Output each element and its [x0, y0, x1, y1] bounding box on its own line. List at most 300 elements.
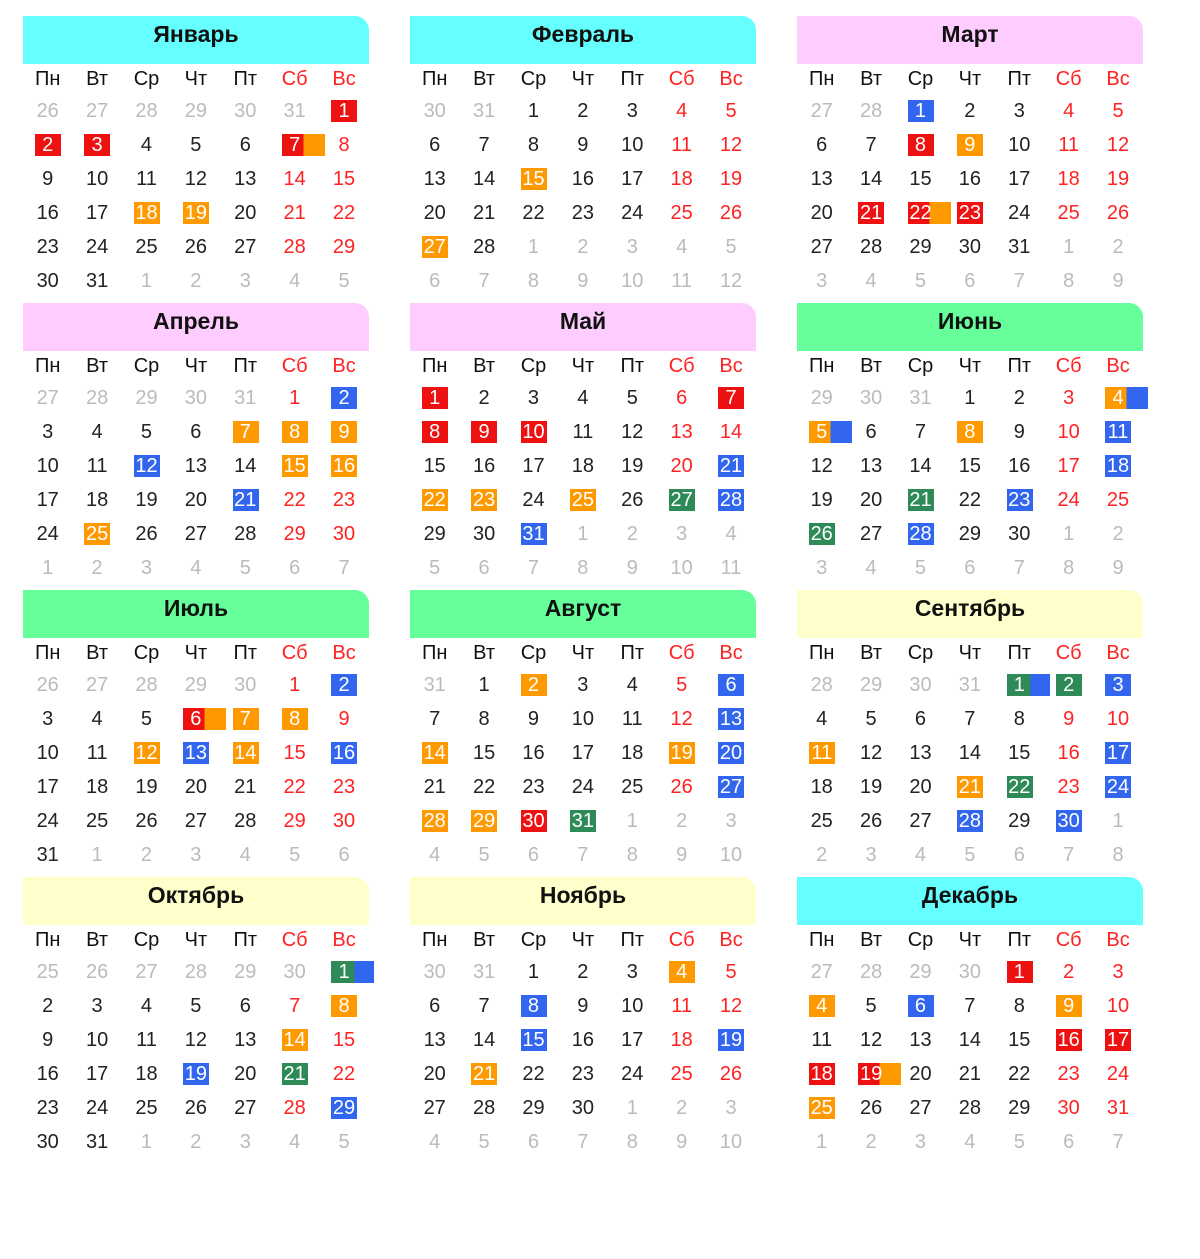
adjacent-month-day — [319, 838, 368, 872]
week-row — [797, 381, 1143, 415]
adjacent-month-day — [171, 94, 220, 128]
day-number: 20 — [909, 1063, 932, 1085]
day-number: 29 — [909, 236, 932, 258]
week-row — [797, 415, 1143, 449]
day-cell — [319, 702, 368, 736]
weekday-label: Вт — [86, 929, 108, 951]
day-number: 26 — [1106, 202, 1130, 224]
adjacent-month-day — [846, 955, 895, 989]
day-cell — [270, 196, 319, 230]
weekday-label: Пт — [1007, 929, 1032, 951]
weekday-label: Вт — [860, 355, 882, 377]
day-number: 22 — [332, 202, 356, 224]
day-number: 9 — [676, 1131, 688, 1153]
day-cell — [797, 804, 846, 838]
day-cell-marked — [1093, 1023, 1142, 1057]
day-number: 25 — [810, 1097, 833, 1119]
day-number: 19 — [1106, 168, 1130, 190]
day-number: 14 — [909, 455, 932, 477]
day-cell — [558, 162, 607, 196]
weekday-label: Пн — [34, 929, 61, 951]
day-cell — [558, 989, 607, 1023]
day-number: 17 — [85, 1063, 109, 1085]
day-number: 14 — [472, 1029, 496, 1051]
week-row — [23, 483, 369, 517]
month-12 — [797, 877, 1143, 1167]
adjacent-month-day — [608, 1091, 657, 1125]
day-number: 9 — [577, 270, 589, 292]
day-number: 26 — [859, 1097, 883, 1119]
day-cell-marked — [706, 449, 755, 483]
day-cell — [945, 517, 994, 551]
day-number: 29 — [184, 100, 207, 122]
day-number: 2 — [478, 387, 490, 409]
day-number: 27 — [85, 100, 109, 122]
day-cell — [797, 196, 846, 230]
adjacent-month-day — [797, 94, 846, 128]
day-number: 3 — [190, 844, 202, 866]
day-number: 7 — [964, 995, 976, 1017]
week-row — [797, 989, 1143, 1023]
day-number: 17 — [1106, 1029, 1130, 1051]
day-number: 17 — [85, 202, 109, 224]
day-number: 23 — [1008, 489, 1031, 511]
day-cell — [270, 736, 319, 770]
weekday-label: Вт — [473, 68, 495, 90]
adjacent-month-day — [797, 668, 846, 702]
day-number: 5 — [1013, 1131, 1025, 1153]
day-cell-marked — [896, 94, 945, 128]
day-number: 6 — [964, 557, 976, 579]
day-number: 20 — [909, 776, 932, 798]
week-row — [410, 1023, 756, 1057]
day-number: 27 — [909, 1097, 932, 1119]
day-cell — [221, 230, 270, 264]
day-number: 28 — [958, 810, 981, 832]
day-cell — [459, 668, 508, 702]
day-number: 24 — [522, 489, 545, 511]
week-row — [23, 94, 369, 128]
day-number: 6 — [725, 674, 737, 696]
adjacent-month-day — [608, 1125, 657, 1159]
day-cell-marked — [706, 381, 755, 415]
day-number: 4 — [725, 523, 737, 545]
day-cell — [995, 702, 1044, 736]
day-cell — [1093, 1091, 1142, 1125]
day-number: 22 — [283, 776, 306, 798]
adjacent-month-day — [319, 264, 368, 298]
day-number: 16 — [571, 168, 594, 190]
day-number: 2 — [140, 844, 153, 866]
adjacent-month-day — [558, 1125, 607, 1159]
day-cell — [608, 702, 657, 736]
day-number: 3 — [1112, 961, 1124, 983]
day-cell — [122, 162, 171, 196]
day-number: 16 — [332, 455, 356, 477]
day-cell — [23, 770, 72, 804]
day-cell — [1093, 483, 1142, 517]
day-number: 11 — [720, 557, 742, 579]
day-number: 9 — [42, 1029, 54, 1051]
day-cell — [122, 1091, 171, 1125]
day-cell — [270, 483, 319, 517]
day-number: 5 — [140, 708, 153, 730]
day-number: 12 — [859, 1029, 883, 1051]
day-number: 9 — [42, 168, 54, 190]
day-number: 3 — [239, 1131, 251, 1153]
day-number: 7 — [239, 421, 251, 443]
day-number: 4 — [91, 421, 103, 443]
day-cell — [846, 128, 895, 162]
adjacent-month-day — [122, 838, 171, 872]
day-number: 5 — [429, 557, 441, 579]
adjacent-month-day — [410, 94, 459, 128]
day-number: 1 — [1112, 810, 1124, 832]
adjacent-month-day — [72, 668, 121, 702]
day-number: 22 — [522, 1063, 545, 1085]
weekday-header — [797, 351, 1143, 381]
adjacent-month-day — [945, 551, 994, 585]
day-cell-marked — [221, 483, 270, 517]
day-number: 31 — [909, 387, 932, 409]
day-cell — [459, 770, 508, 804]
day-number: 29 — [1008, 810, 1031, 832]
month-title: Июль — [23, 590, 369, 638]
week-row — [797, 264, 1143, 298]
day-number: 26 — [36, 674, 59, 696]
adjacent-month-day — [706, 230, 755, 264]
day-cell — [896, 1057, 945, 1091]
month-7 — [23, 590, 369, 880]
day-cell-marked — [459, 1057, 508, 1091]
adjacent-month-day — [657, 230, 706, 264]
month-grid — [410, 638, 756, 872]
day-cell-marked — [221, 702, 270, 736]
day-number: 25 — [36, 961, 59, 983]
day-cell-marked — [1093, 668, 1142, 702]
day-number: 1 — [1013, 961, 1025, 983]
day-cell — [896, 415, 945, 449]
day-number: 11 — [811, 742, 833, 764]
day-cell-marked — [945, 804, 994, 838]
weekday-label: Ср — [520, 355, 547, 377]
day-number: 31 — [85, 1131, 109, 1153]
day-number: 4 — [626, 674, 638, 696]
day-number: 15 — [332, 168, 356, 190]
adjacent-month-day — [122, 955, 171, 989]
day-number: 29 — [859, 674, 883, 696]
day-number: 9 — [478, 421, 490, 443]
day-number: 9 — [577, 134, 589, 156]
day-number: 2 — [577, 100, 589, 122]
weekday-label: Пт — [1007, 642, 1032, 664]
adjacent-month-day — [797, 264, 846, 298]
adjacent-month-day — [171, 381, 220, 415]
day-cell — [1093, 94, 1142, 128]
day-number: 22 — [909, 202, 932, 224]
weekday-label: Вт — [860, 642, 882, 664]
adjacent-month-day — [1044, 1125, 1093, 1159]
day-cell — [797, 449, 846, 483]
day-number: 19 — [670, 742, 693, 764]
day-number: 8 — [527, 270, 540, 292]
day-number: 12 — [670, 708, 693, 730]
day-cell — [23, 415, 72, 449]
day-number: 20 — [234, 202, 257, 224]
day-number: 5 — [190, 134, 202, 156]
day-number: 9 — [338, 708, 350, 730]
day-cell — [706, 415, 755, 449]
adjacent-month-day — [171, 838, 220, 872]
day-number: 2 — [527, 674, 540, 696]
day-number: 8 — [527, 995, 540, 1017]
day-number: 27 — [234, 236, 257, 258]
day-number: 2 — [1013, 387, 1025, 409]
day-number: 24 — [85, 236, 109, 258]
day-number: 20 — [234, 1063, 257, 1085]
day-number: 15 — [958, 455, 981, 477]
day-cell-marked — [797, 1057, 846, 1091]
weekday-label: Сб — [281, 929, 308, 951]
day-number: 4 — [190, 557, 202, 579]
day-cell — [509, 483, 558, 517]
day-number: 4 — [1063, 100, 1075, 122]
day-cell-marked — [1093, 381, 1142, 415]
day-number: 7 — [1013, 557, 1025, 579]
adjacent-month-day — [509, 230, 558, 264]
day-cell — [72, 162, 121, 196]
day-number: 12 — [1106, 134, 1130, 156]
weekday-label: Вт — [86, 642, 108, 664]
day-number: 23 — [1057, 776, 1080, 798]
day-cell-marked — [270, 449, 319, 483]
weekday-header — [797, 638, 1143, 668]
adjacent-month-day — [657, 517, 706, 551]
day-cell — [1044, 1057, 1093, 1091]
day-number: 4 — [816, 995, 828, 1017]
day-cell — [995, 128, 1044, 162]
weekday-label: Ср — [133, 929, 160, 951]
day-number: 30 — [283, 961, 306, 983]
day-cell-marked — [270, 128, 319, 162]
week-row — [797, 955, 1143, 989]
week-row — [410, 483, 756, 517]
week-row — [797, 804, 1143, 838]
day-number: 23 — [36, 236, 59, 258]
day-cell-marked — [319, 955, 368, 989]
day-number: 14 — [958, 742, 981, 764]
weekday-header — [23, 351, 369, 381]
day-number: 16 — [472, 455, 496, 477]
weekday-label: Вс — [719, 642, 743, 664]
day-number: 7 — [429, 708, 441, 730]
day-number: 24 — [621, 202, 644, 224]
day-cell — [995, 449, 1044, 483]
day-number: 27 — [909, 810, 932, 832]
day-cell — [23, 483, 72, 517]
day-cell — [1044, 1091, 1093, 1125]
day-cell — [171, 770, 220, 804]
day-cell-marked — [319, 381, 368, 415]
day-number: 23 — [36, 1097, 59, 1119]
adjacent-month-day — [558, 551, 607, 585]
day-cell-marked — [72, 128, 121, 162]
day-number: 28 — [859, 236, 883, 258]
day-cell — [270, 162, 319, 196]
day-cell — [558, 770, 607, 804]
day-number: 23 — [571, 202, 594, 224]
adjacent-month-day — [171, 264, 220, 298]
adjacent-month-day — [122, 1125, 171, 1159]
day-number: 31 — [472, 100, 496, 122]
day-number: 18 — [810, 1063, 833, 1085]
day-cell — [995, 804, 1044, 838]
day-number: 9 — [577, 995, 589, 1017]
day-cell — [846, 770, 895, 804]
adjacent-month-day — [558, 517, 607, 551]
day-number: 11 — [671, 134, 693, 156]
day-number: 29 — [423, 523, 446, 545]
day-number: 15 — [472, 742, 496, 764]
day-number: 10 — [621, 134, 644, 156]
week-row — [23, 770, 369, 804]
day-cell — [459, 702, 508, 736]
adjacent-month-day — [509, 1125, 558, 1159]
day-cell-marked — [797, 736, 846, 770]
adjacent-month-day — [896, 955, 945, 989]
day-cell — [1044, 162, 1093, 196]
day-number: 7 — [1013, 270, 1025, 292]
day-number: 12 — [621, 421, 644, 443]
day-cell-marked — [270, 1057, 319, 1091]
day-number: 23 — [472, 489, 496, 511]
day-cell — [72, 1125, 121, 1159]
weekday-label: Чт — [184, 355, 208, 377]
weekday-label: Пт — [620, 929, 645, 951]
day-cell — [797, 1023, 846, 1057]
day-cell — [846, 1023, 895, 1057]
day-number: 21 — [859, 202, 883, 224]
day-cell — [846, 1091, 895, 1125]
month-grid — [410, 64, 756, 298]
day-number: 26 — [670, 776, 693, 798]
day-number: 27 — [135, 961, 158, 983]
day-cell-marked — [319, 415, 368, 449]
day-cell-marked — [122, 449, 171, 483]
day-cell — [410, 196, 459, 230]
day-cell — [1093, 989, 1142, 1023]
day-number: 30 — [1008, 523, 1031, 545]
adjacent-month-day — [608, 551, 657, 585]
day-cell — [1044, 94, 1093, 128]
day-cell — [72, 196, 121, 230]
day-number: 21 — [958, 1063, 981, 1085]
day-number: 4 — [91, 708, 103, 730]
day-number: 7 — [478, 995, 490, 1017]
adjacent-month-day — [509, 551, 558, 585]
weekday-header — [797, 64, 1143, 94]
day-number: 5 — [725, 961, 737, 983]
day-number: 27 — [184, 810, 207, 832]
day-number: 10 — [36, 455, 59, 477]
day-number: 30 — [522, 810, 545, 832]
weekday-label: Пт — [233, 929, 258, 951]
day-cell — [846, 702, 895, 736]
day-number: 29 — [522, 1097, 545, 1119]
day-number: 24 — [36, 810, 59, 832]
week-row — [410, 1125, 756, 1159]
day-cell — [23, 196, 72, 230]
day-number: 5 — [1112, 100, 1124, 122]
day-cell — [270, 381, 319, 415]
day-cell — [221, 162, 270, 196]
day-cell — [797, 162, 846, 196]
adjacent-month-day — [1044, 264, 1093, 298]
weekday-label: Пт — [233, 355, 258, 377]
day-cell — [797, 483, 846, 517]
day-number: 25 — [670, 202, 693, 224]
adjacent-month-day — [23, 94, 72, 128]
weekday-label: Чт — [184, 68, 208, 90]
month-title: Март — [797, 16, 1143, 64]
adjacent-month-day — [459, 1125, 508, 1159]
day-cell-marked — [1093, 449, 1142, 483]
day-cell — [1044, 381, 1093, 415]
day-cell — [171, 804, 220, 838]
day-number: 18 — [670, 168, 693, 190]
day-number: 14 — [234, 455, 257, 477]
month-grid — [23, 64, 369, 298]
day-number: 31 — [571, 810, 594, 832]
day-number: 10 — [85, 168, 109, 190]
day-number: 16 — [1057, 1029, 1080, 1051]
week-row — [23, 1125, 369, 1159]
weekday-header — [23, 638, 369, 668]
day-cell — [945, 230, 994, 264]
day-number: 17 — [621, 168, 644, 190]
day-cell-marked — [797, 415, 846, 449]
day-number: 21 — [719, 455, 743, 477]
week-row — [23, 989, 369, 1023]
day-number: 15 — [332, 1029, 356, 1051]
weekday-label: Пн — [421, 929, 448, 951]
day-cell-marked — [459, 804, 508, 838]
adjacent-month-day — [459, 94, 508, 128]
adjacent-month-day — [706, 517, 755, 551]
day-number: 14 — [859, 168, 883, 190]
day-number: 10 — [1008, 134, 1031, 156]
adjacent-month-day — [221, 1125, 270, 1159]
month-title: Февраль — [410, 16, 756, 64]
day-number: 5 — [190, 995, 202, 1017]
adjacent-month-day — [122, 264, 171, 298]
day-cell — [171, 1023, 220, 1057]
day-number: 15 — [909, 168, 932, 190]
day-cell — [171, 989, 220, 1023]
day-cell — [657, 162, 706, 196]
adjacent-month-day — [1044, 838, 1093, 872]
adjacent-month-day — [459, 264, 508, 298]
day-cell-marked — [797, 1091, 846, 1125]
day-cell — [319, 128, 368, 162]
weekday-label: Сб — [1055, 355, 1082, 377]
day-cell — [1044, 483, 1093, 517]
day-cell — [72, 736, 121, 770]
adjacent-month-day — [846, 551, 895, 585]
week-row — [410, 989, 756, 1023]
day-cell — [558, 736, 607, 770]
weekday-label: Пт — [233, 642, 258, 664]
